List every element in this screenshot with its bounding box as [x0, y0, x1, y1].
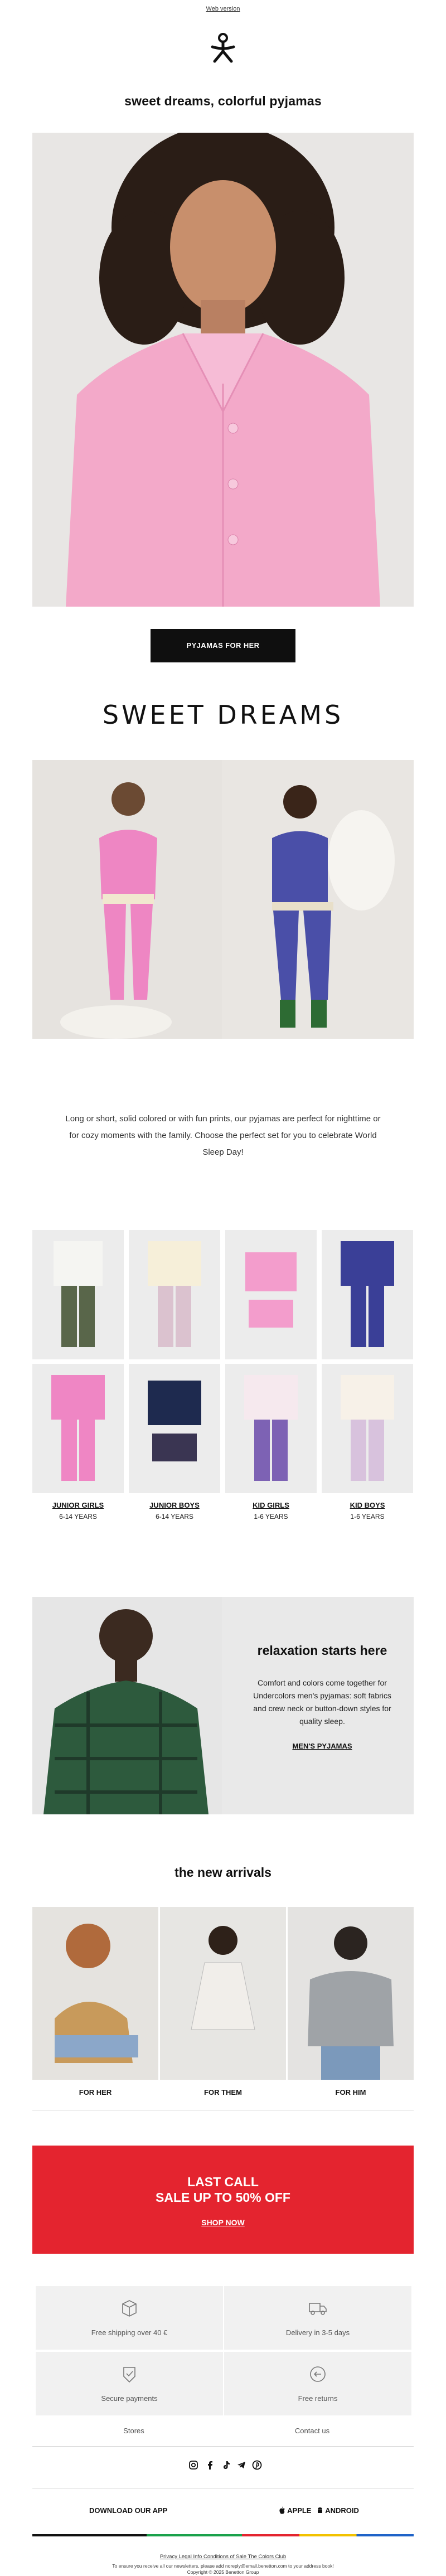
- kid-girl-photo[interactable]: [32, 760, 224, 1039]
- category-junior-girls[interactable]: JUNIOR GIRLS: [52, 1501, 104, 1509]
- benetton-logo[interactable]: [207, 32, 239, 65]
- app-store-links: [279, 2506, 359, 2515]
- facebook-icon[interactable]: [205, 2460, 215, 2470]
- service-label: Secure payments: [101, 2394, 158, 2403]
- contact-us-link[interactable]: Contact us: [294, 2427, 330, 2435]
- card-icon: [119, 2364, 139, 2384]
- tagline: sweet dreams, colorful pyjamas: [124, 94, 322, 108]
- legal-links[interactable]: Privacy Legal Info Conditions of Sale The Colors Club: [159, 2554, 287, 2560]
- product-tile[interactable]: [225, 1230, 317, 1359]
- web-version-link[interactable]: Web version: [206, 6, 240, 12]
- android-link[interactable]: ANDROID: [325, 2506, 359, 2515]
- category-kid-girls[interactable]: KID GIRLS: [253, 1501, 289, 1509]
- apple-link[interactable]: APPLE: [287, 2506, 312, 2515]
- product-tile[interactable]: [129, 1230, 220, 1359]
- hero-image[interactable]: [32, 133, 414, 607]
- arrival-for-her-link[interactable]: FOR HER: [79, 2088, 112, 2096]
- download-app-label: DOWNLOAD OUR APP: [89, 2506, 168, 2515]
- telegram-icon[interactable]: [236, 2460, 246, 2470]
- product-tile[interactable]: [32, 1364, 124, 1493]
- pinterest-icon[interactable]: [252, 2460, 262, 2470]
- pyjamas-for-her-button[interactable]: PYJAMAS FOR HER: [151, 629, 295, 662]
- shop-now-link[interactable]: SHOP NOW: [201, 2218, 245, 2227]
- promo-line1: LAST CALL: [187, 2175, 259, 2189]
- service-returns: [224, 2352, 411, 2415]
- arrival-him-photo[interactable]: [288, 1907, 414, 2080]
- section-title: SWEET DREAMS: [102, 700, 344, 730]
- return-icon: [308, 2364, 328, 2384]
- stores-link[interactable]: Stores: [123, 2427, 144, 2435]
- apple-icon[interactable]: [279, 2506, 285, 2514]
- service-delivery: [224, 2286, 411, 2350]
- arrivals-title: the new arrivals: [174, 1865, 272, 1880]
- mens-pyjamas-link[interactable]: MEN'S PYJAMAS: [292, 1742, 352, 1750]
- mens-photo[interactable]: [32, 1597, 222, 1814]
- android-icon[interactable]: [317, 2506, 323, 2514]
- product-tile[interactable]: [322, 1230, 413, 1359]
- truck-icon: [308, 2298, 328, 2318]
- category-age: 6-14 YEARS: [156, 1513, 193, 1521]
- product-tile[interactable]: [129, 1364, 220, 1493]
- mens-title: relaxation starts here: [257, 1643, 387, 1658]
- divider: [32, 2446, 414, 2447]
- service-label: Free returns: [298, 2394, 338, 2403]
- instagram-icon[interactable]: [188, 2460, 198, 2470]
- mens-text: Comfort and colors come together for Undercolors men's pyjamas: soft fabrics and crew neck or button-down styles for quality sleep.: [253, 1678, 391, 1726]
- product-tile[interactable]: [322, 1364, 413, 1493]
- footer-copyright: Copyright © 2025 Benetton Group: [187, 2569, 259, 2575]
- promo-line2: SALE UP TO 50% OFF: [156, 2190, 290, 2205]
- sale-banner[interactable]: [32, 2146, 414, 2254]
- category-age: 1-6 YEARS: [350, 1513, 385, 1521]
- arrival-for-him-link[interactable]: FOR HIM: [335, 2088, 366, 2096]
- service-label: Free shipping over 40 €: [91, 2328, 168, 2337]
- product-tile[interactable]: [32, 1230, 124, 1359]
- intro-text: Long or short, solid colored or with fun prints, our pyjamas are perfect for nighttime or for cozy moments with the family. Choose the perfect set for you to celebrate World Sleep Day!: [65, 1114, 381, 1157]
- brand-stripe: [32, 2534, 414, 2536]
- kid-boy-photo[interactable]: [222, 760, 414, 1039]
- arrival-for-them-link[interactable]: FOR THEM: [204, 2088, 242, 2096]
- service-shipping: [36, 2286, 223, 2350]
- category-age: 6-14 YEARS: [59, 1513, 97, 1521]
- footer-note: To ensure you receive all our newsletters, please add noreply@email.benetton.com to your address book!: [112, 2563, 334, 2569]
- service-payments: [36, 2352, 223, 2415]
- category-junior-boys[interactable]: JUNIOR BOYS: [149, 1501, 200, 1509]
- package-icon: [119, 2298, 139, 2318]
- arrival-her-photo[interactable]: [32, 1907, 158, 2080]
- arrival-them-photo[interactable]: [160, 1907, 286, 2080]
- tiktok-icon[interactable]: [221, 2460, 231, 2470]
- service-label: Delivery in 3-5 days: [285, 2328, 350, 2337]
- category-kid-boys[interactable]: KID BOYS: [350, 1501, 385, 1509]
- category-age: 1-6 YEARS: [254, 1513, 288, 1521]
- product-tile[interactable]: [225, 1364, 317, 1493]
- mens-pyjamas-block: [32, 1597, 414, 1814]
